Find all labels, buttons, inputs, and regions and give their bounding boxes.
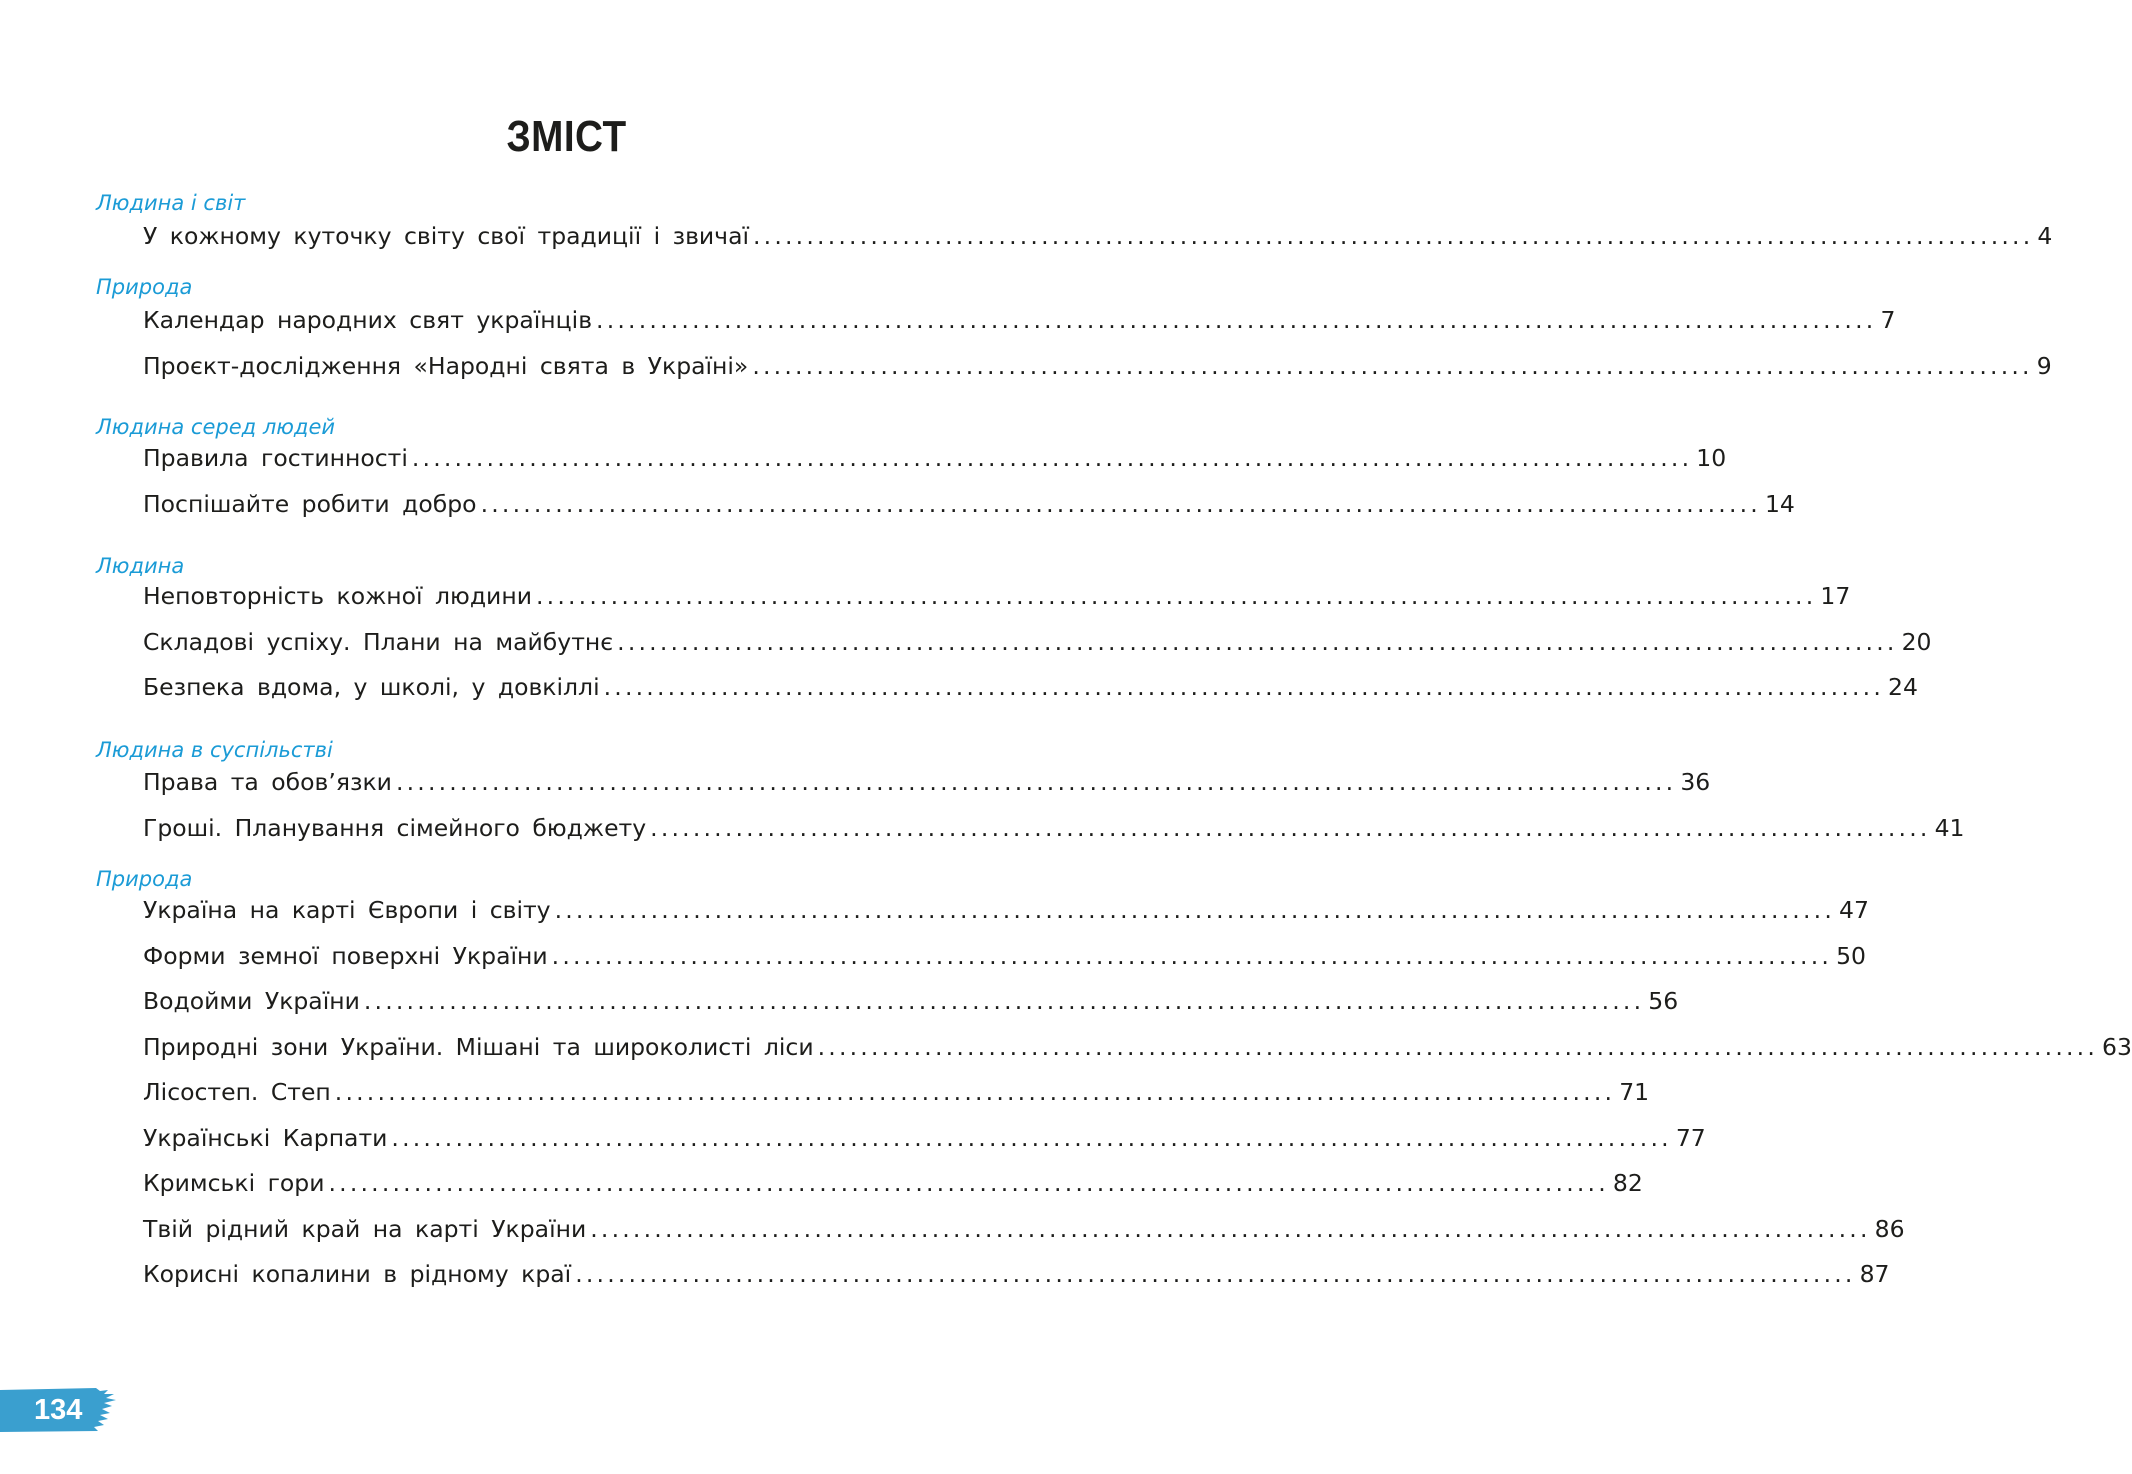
toc-entry-page: 41 (1934, 813, 1965, 842)
toc-entry[interactable] (143, 984, 1679, 1018)
section-heading: Людина серед людей (96, 415, 336, 439)
toc-entry-title: Проєкт-дослідження «Народні свята в Україні» (143, 351, 749, 380)
toc-entry[interactable] (143, 1121, 1706, 1155)
toc-entry[interactable] (143, 219, 2053, 253)
toc-entry-page: 4 (2037, 222, 2053, 250)
toc-entry-title: Календар народних свят українців (143, 306, 593, 334)
toc-entry[interactable] (143, 670, 1918, 704)
toc-entry[interactable] (143, 579, 1851, 613)
toc-entry[interactable] (143, 441, 1727, 475)
toc-entry-page: 47 (1839, 896, 1869, 924)
toc-entry[interactable] (143, 893, 1869, 927)
dot-leader: ........................................................................................................................ (575, 1260, 1856, 1288)
dot-leader: ........................................................................................................................ (817, 1032, 2099, 1061)
page-number: 134 (34, 1394, 83, 1426)
toc-entry-title: Гроші. Планування сімейного бюджету (143, 813, 647, 842)
section-heading: Людина і світ (96, 191, 246, 215)
dot-leader: ........................................................................................................................ (752, 351, 2033, 380)
toc-entry-title: Форми земної поверхні України (143, 941, 548, 970)
toc-entry[interactable] (143, 1257, 1890, 1291)
toc-entry[interactable] (143, 1030, 2132, 1064)
toc-entry[interactable] (143, 487, 1795, 521)
toc-entry-page: 87 (1859, 1260, 1890, 1288)
toc-entry-title: Корисні копалини в рідному краї (143, 1260, 572, 1288)
toc-entry-title: Кримські гори (143, 1169, 325, 1197)
toc-entry-title: У кожному куточку світу свої традиції і звичаї (143, 222, 749, 250)
toc-entry-title: Правила гостинності (143, 444, 408, 472)
toc-entry-page: 9 (2036, 351, 2052, 380)
toc-entry-page: 86 (1874, 1214, 1905, 1243)
toc-entry[interactable] (143, 811, 1965, 845)
dot-leader: ........................................................................................................................ (535, 582, 1817, 610)
dot-leader: ........................................................................................................................ (753, 222, 2034, 250)
toc-entry[interactable] (143, 1166, 1643, 1200)
toc-entry-title: Складові успіху. Плани на майбутнє (143, 627, 614, 656)
dot-leader: ........................................................................................................................ (603, 673, 1885, 701)
toc-entry-page: 17 (1820, 582, 1851, 610)
toc-entry-title: Українські Карпати (143, 1123, 388, 1152)
dot-leader: ........................................................................................................................ (334, 1078, 1616, 1106)
section-heading: Природа (96, 867, 193, 891)
dot-leader: ........................................................................................................................ (590, 1214, 1871, 1243)
dot-leader: ........................................................................................................................ (554, 896, 1835, 924)
dot-leader: ........................................................................................................................ (391, 1123, 1672, 1152)
page-title: ЗМІСТ (506, 112, 627, 161)
toc-entry-page: 77 (1675, 1123, 1706, 1152)
toc-entry-title: Лісостеп. Степ (143, 1078, 331, 1106)
toc-entry-page: 50 (1836, 941, 1866, 970)
toc-entry-title: Водойми України (143, 987, 360, 1015)
dot-leader: ........................................................................................................................ (551, 941, 1833, 970)
dot-leader: ........................................................................................................................ (363, 987, 1645, 1015)
dot-leader: ........................................................................................................................ (650, 813, 1931, 842)
toc-entry[interactable] (143, 765, 1711, 799)
toc-entry-title: Твій рідний край на карті України (143, 1214, 587, 1243)
dot-leader: ........................................................................................................................ (411, 444, 1693, 472)
section-heading: Людина в суспільстві (96, 738, 333, 762)
dot-leader: ........................................................................................................................ (395, 768, 1677, 796)
toc-entry-page: 24 (1888, 673, 1918, 701)
toc-entry[interactable] (143, 1212, 1905, 1246)
toc-entry-page: 63 (2102, 1032, 2132, 1061)
toc-entry-page: 20 (1901, 627, 1932, 656)
dot-leader: ........................................................................................................................ (617, 627, 1898, 656)
dot-leader: ........................................................................................................................ (596, 306, 1877, 334)
dot-leader: ........................................................................................................................ (480, 489, 1761, 518)
toc-entry-title: Природні зони України. Мішані та широколисті ліси (143, 1032, 814, 1061)
section-heading: Природа (96, 275, 193, 299)
page-number-badge (0, 1388, 118, 1432)
toc-entry[interactable] (143, 1075, 1650, 1109)
toc-entry-title: Безпека вдома, у школі, у довкіллі (143, 673, 600, 701)
section-heading: Людина (96, 554, 185, 578)
toc-entry-page: 36 (1680, 768, 1711, 796)
toc-entry-title: Поспішайте робити добро (143, 489, 477, 518)
toc-entry[interactable] (143, 303, 1896, 337)
toc-entry-page: 10 (1696, 444, 1727, 472)
toc-entry-page: 14 (1764, 489, 1795, 518)
toc-entry-title: Україна на карті Європи і світу (143, 896, 551, 924)
toc-entry-page: 82 (1612, 1169, 1643, 1197)
toc-entry-page: 71 (1619, 1078, 1650, 1106)
toc-entry-page: 56 (1648, 987, 1679, 1015)
toc-entry[interactable] (143, 349, 2052, 383)
toc-entry-title: Права та обов’язки (143, 768, 392, 796)
toc-entry[interactable] (143, 625, 1932, 659)
toc-entry-title: Неповторність кожної людини (143, 582, 532, 610)
toc-entry[interactable] (143, 939, 1866, 973)
dot-leader: ........................................................................................................................ (328, 1169, 1609, 1197)
toc-entry-page: 7 (1880, 306, 1896, 334)
